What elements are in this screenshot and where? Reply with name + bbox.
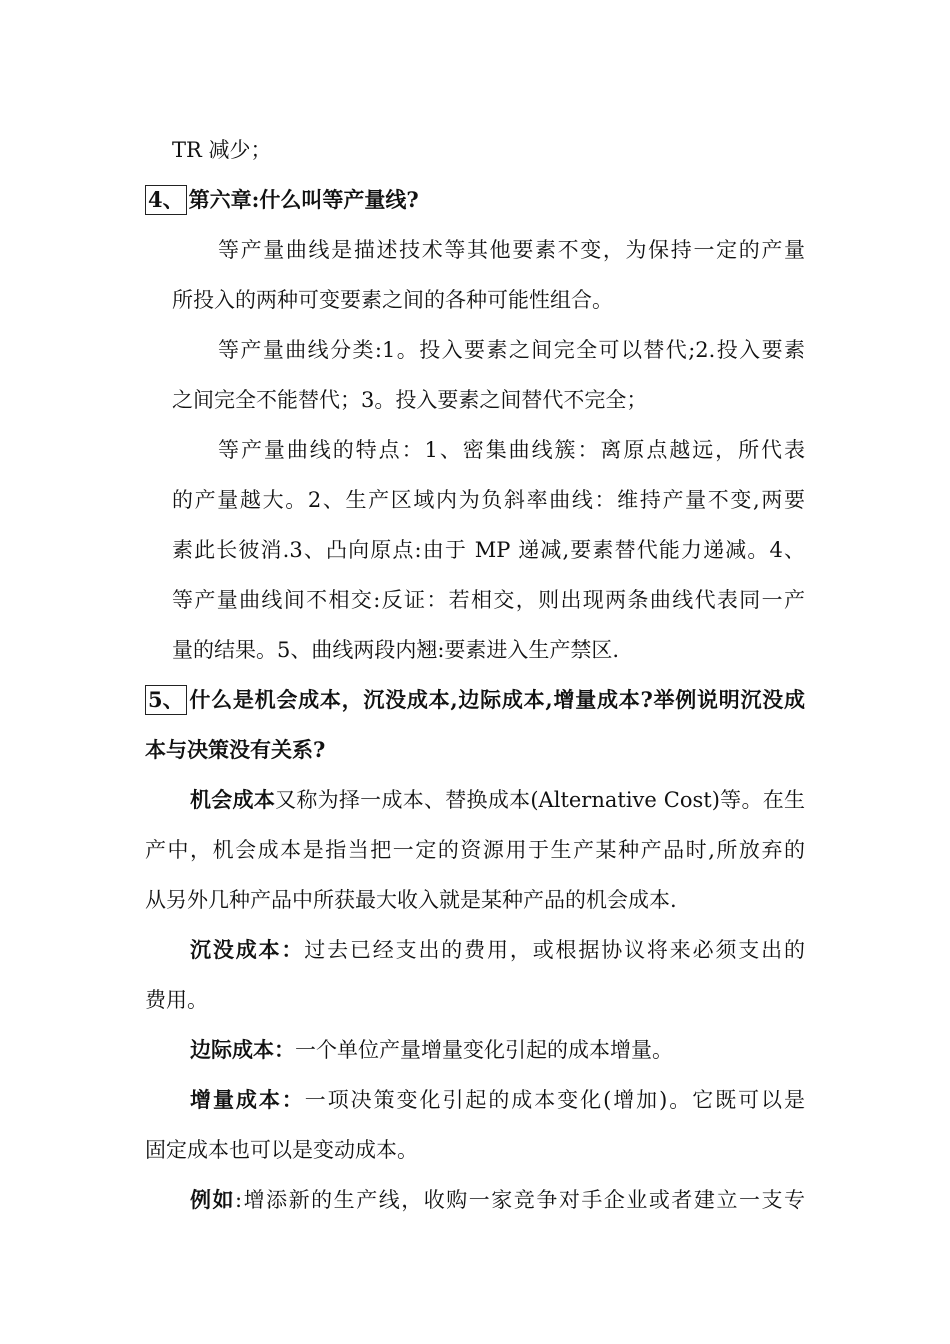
paragraph-line	[190, 935, 805, 965]
paragraph-line: 产中，机会成本是指当把一定的资源用于生产某种产品时,所放弃的	[145, 838, 805, 862]
paragraph-line	[190, 1035, 673, 1065]
paragraph-line: 的产量越大。2、生产区域内为负斜率曲线：维持产量不变,两要	[172, 488, 805, 512]
question-text: 第六章:什么叫等产量线?	[188, 187, 419, 212]
paragraph-line: 量的结果。5、曲线两段内翘:要素进入生产禁区.	[172, 638, 620, 662]
question-4-heading	[145, 185, 419, 215]
paragraph-line: 等产量曲线的特点：1、密集曲线簇：离原点越远，所代表	[218, 438, 805, 462]
paragraph-line: 从另外几种产品中所获最大收入就是某种产品的机会成本.	[145, 888, 677, 912]
paragraph-line: 费用。	[145, 988, 208, 1012]
question-number: 5、	[145, 685, 187, 715]
line-text: TR 减少；	[172, 138, 272, 162]
term-definition: 一项决策变化引起的成本变化(增加)。它既可以是	[304, 1088, 806, 1112]
question-5-heading-cont: 本与决策没有关系?	[145, 737, 326, 762]
paragraph-line: 素此长彼消.3、凸向原点:由于 MP 递减,要素替代能力递减。4、	[172, 538, 805, 562]
term-label: 机会成本	[190, 787, 276, 812]
term-label: 边际成本：	[190, 1037, 295, 1062]
paragraph-line	[190, 1085, 805, 1115]
paragraph-line	[190, 785, 805, 815]
question-number: 4、	[145, 185, 187, 215]
paragraph-line: 等产量曲线间不相交:反证：若相交，则出现两条曲线代表同一产	[172, 588, 805, 612]
paragraph-line: 等产量曲线分类:1。投入要素之间完全可以替代;2.投入要素	[218, 338, 805, 362]
term-definition: 一个单位产量增量变化引起的成本增量。	[295, 1038, 673, 1062]
term-label: 沉没成本：	[190, 937, 305, 962]
question-5-heading	[145, 685, 805, 715]
paragraph-line	[190, 1185, 805, 1215]
term-label: 例如	[190, 1187, 236, 1212]
term-definition: 又称为择一成本、替换成本(Alternative Cost)等。在生	[275, 788, 806, 812]
term-definition: 过去已经支出的费用，或根据协议将来必须支出的	[304, 938, 806, 962]
text-line	[172, 135, 272, 165]
term-label: 增量成本：	[190, 1087, 305, 1112]
paragraph-line: 等产量曲线是描述技术等其他要素不变，为保持一定的产量	[218, 238, 805, 262]
question-text: 什么是机会成本，沉没成本,边际成本,增量成本?举例说明沉没成	[188, 687, 805, 712]
paragraph-line: 固定成本也可以是变动成本。	[145, 1138, 418, 1162]
term-definition: :增添新的生产线，收购一家竞争对手企业或者建立一支专	[235, 1188, 805, 1212]
paragraph-line: 所投入的两种可变要素之间的各种可能性组合。	[172, 288, 613, 312]
paragraph-line: 之间完全不能替代；3。投入要素之间替代不完全；	[172, 388, 648, 412]
